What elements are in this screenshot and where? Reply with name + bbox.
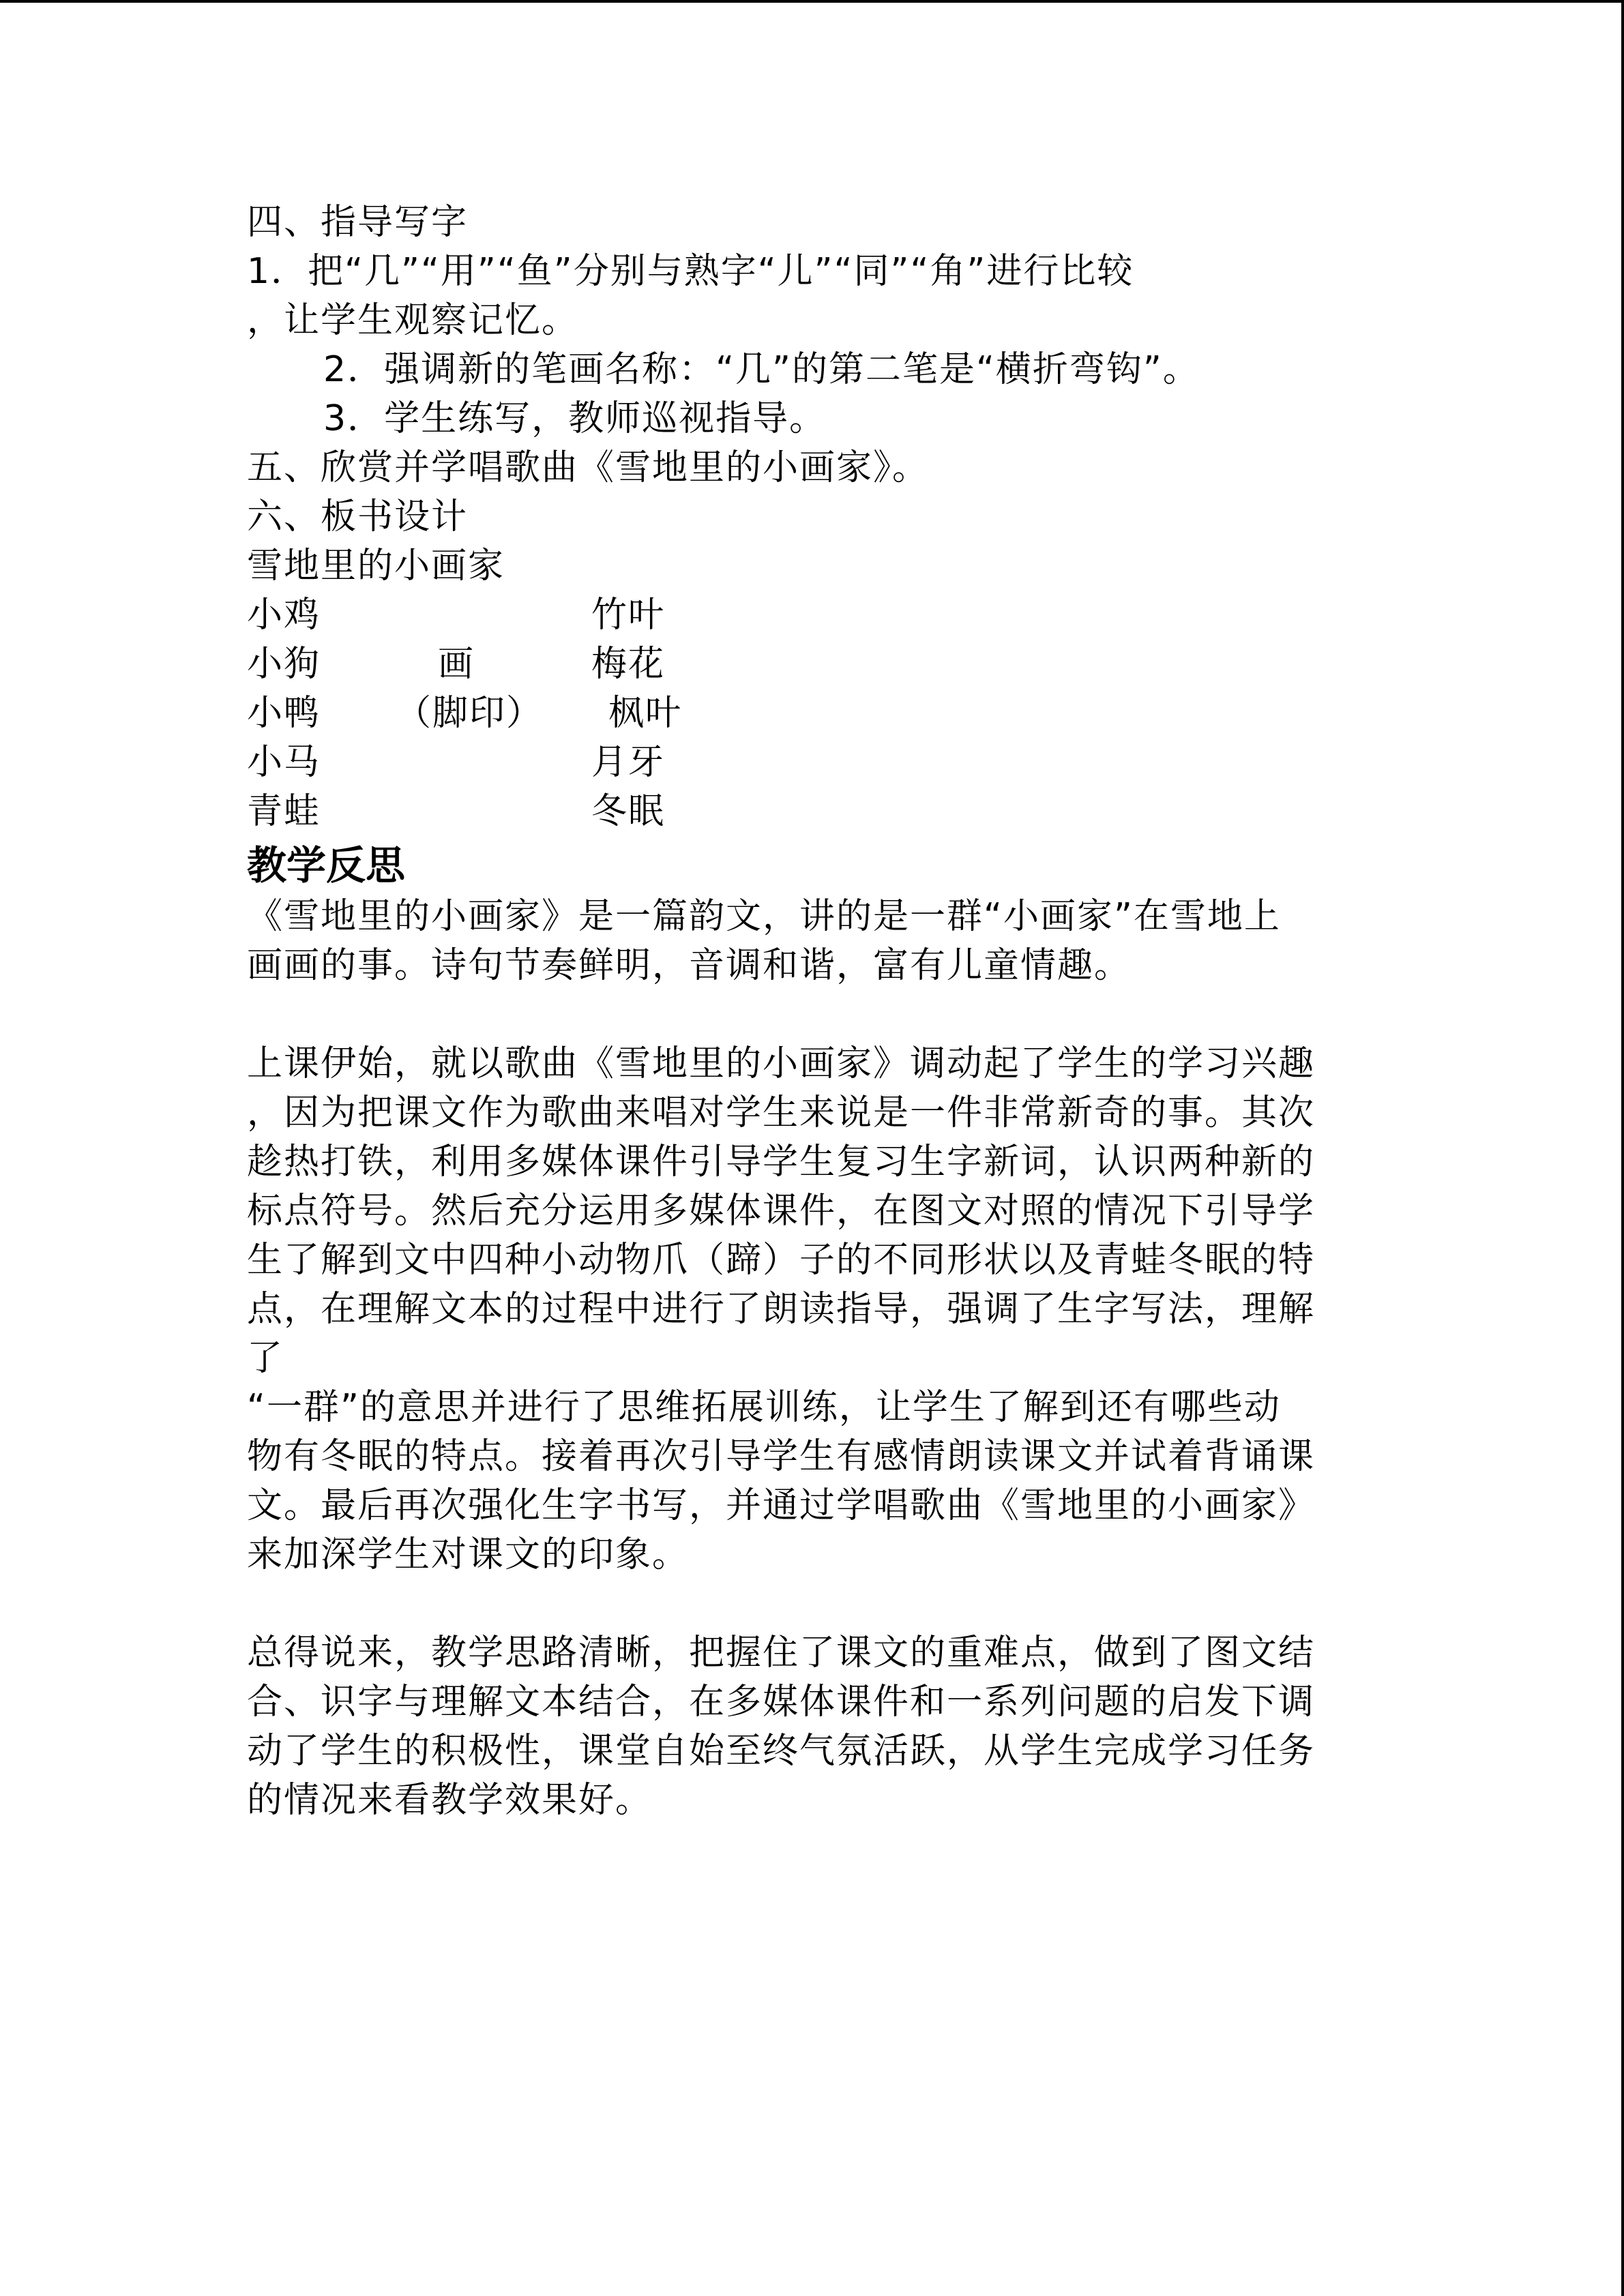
section-4-item-3: 3．学生练写，教师巡视指导。 [323,398,827,439]
section-4-item-2: 2．强调新的笔画名称：“几”的第二笔是“横折弯钩”。 [323,349,1200,390]
board-animal: 小鸭 [247,693,321,734]
board-animal: 青蛙 [247,791,321,832]
board-drawing: 冬眠 [591,791,666,832]
board-row [247,738,1379,787]
paragraph-line: 来加深学生对课文的印象。 [247,1534,690,1575]
section-5-title: 五、欣赏并学唱歌曲《雪地里的小画家》。 [247,447,930,488]
board-center-label: （脚印） [396,693,544,734]
board-title: 雪地里的小画家 [247,546,505,586]
board-drawing: 枫叶 [608,693,683,734]
paragraph-line: 合、识字与理解文本结合，在多媒体课件和一系列问题的启发下调 [247,1682,1316,1723]
board-row [247,689,1379,738]
paragraph-line: 画画的事。诗句节奏鲜明，音调和谐，富有儿童情趣。 [247,945,1132,986]
board-animal: 小狗 [247,644,321,685]
paragraph-line: 总得说来，教学思路清晰，把握住了课文的重难点，做到了图文结 [247,1632,1316,1673]
board-row [247,591,1379,640]
paragraph-gap [247,990,1379,1039]
board-drawing: 竹叶 [591,595,666,636]
paragraph-line: 了 [247,1338,284,1379]
paragraph-line: 动了学生的积极性，课堂自始至终气氛活跃，从学生完成学习任务 [247,1731,1316,1772]
paragraph-line: ，因为把课文作为歌曲来唱对学生来说是一件非常新奇的事。其次 [247,1092,1316,1133]
paragraph-line: 文。最后再次强化生字书写，并通过学唱歌曲《雪地里的小画家》 [247,1485,1316,1526]
document-body [247,198,1379,1825]
paragraph-line: 点，在理解文本的过程中进行了朗读指导，强调了生字写法，理解 [247,1289,1316,1330]
reflection-paragraph-2 [247,1039,1379,1579]
board-drawing: 月牙 [591,742,666,783]
section-4-item-1-continued: ，让学生观察记忆。 [247,300,579,341]
section-4-title: 四、指导写字 [247,202,469,243]
paragraph-gap [247,1579,1379,1628]
section-4-item-1: 1．把“几”“用”“鱼”分别与熟字“儿”“同”“角”进行比较 [247,251,1134,292]
paragraph-line: 物有冬眠的特点。接着再次引导学生有感情朗读课文并试着背诵课 [247,1436,1316,1477]
reflection-heading: 教学反思 [247,842,406,889]
paragraph-line: 《雪地里的小画家》是一篇韵文，讲的是一群“小画家”在雪地上 [247,896,1281,937]
paragraph-line: “一群”的意思并进行了思维拓展训练，让学生了解到还有哪些动 [247,1387,1281,1428]
paragraph-line: 生了解到文中四种小动物爪（蹄）子的不同形状以及青蛙冬眠的特 [247,1240,1316,1281]
board-row [247,787,1379,836]
reflection-paragraph-3 [247,1628,1379,1825]
board-animal: 小鸡 [247,595,321,636]
paragraph-line: 的情况来看教学效果好。 [247,1780,653,1821]
paragraph-line: 标点符号。然后充分运用多媒体课件，在图文对照的情况下引导学 [247,1191,1316,1232]
paragraph-line: 上课伊始，就以歌曲《雪地里的小画家》调动起了学生的学习兴趣 [247,1043,1316,1084]
board-center-label: 画 [438,644,475,685]
board-row [247,640,1379,689]
board-drawing: 梅花 [591,644,666,685]
board-animal: 小马 [247,742,321,783]
section-6-title: 六、板书设计 [247,496,469,537]
paragraph-line: 趁热打铁，利用多媒体课件引导学生复习生字新词，认识两种新的 [247,1142,1316,1182]
reflection-paragraph-1 [247,892,1379,990]
